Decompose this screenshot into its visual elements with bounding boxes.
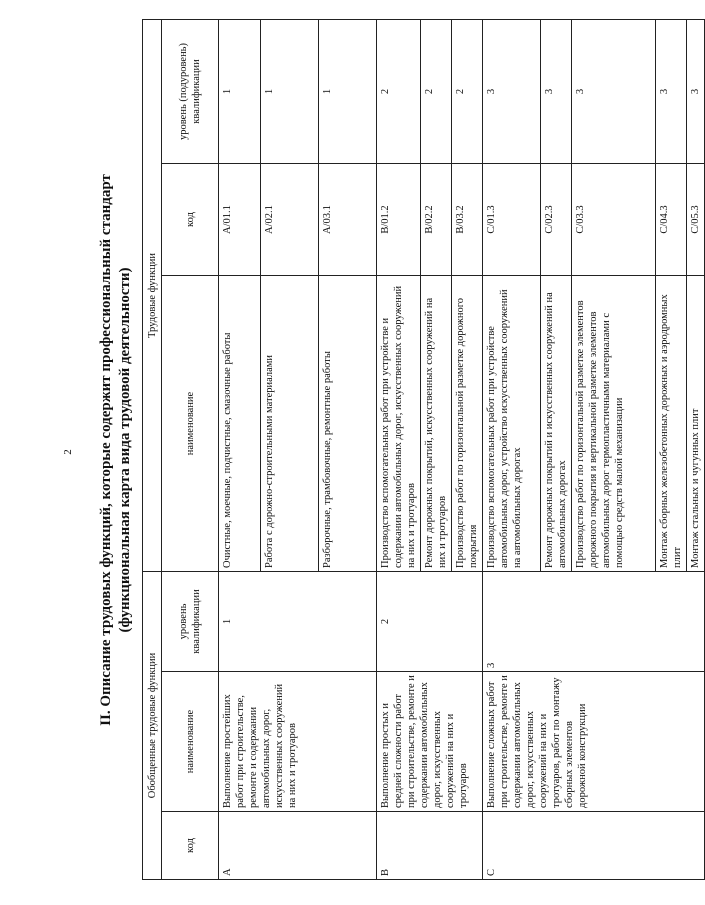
function-code: A/01.1 — [219, 164, 261, 276]
group-level: 3 — [483, 572, 705, 672]
page-number: 2 — [62, 449, 74, 455]
function-code: C/04.3 — [656, 164, 687, 276]
function-name: Работа с дорожно-строительными материалами — [261, 276, 319, 572]
section-title: II. Описание трудовых функций, которые содержит профессиональный стандарт — [98, 174, 114, 726]
function-level: 3 — [656, 19, 687, 163]
function-level: 2 — [452, 19, 483, 163]
header-function-sublevel: уровень (подуровень) квалификации — [162, 19, 219, 163]
header-name: наименование — [162, 672, 219, 812]
header-level: уровень квалификации — [162, 572, 219, 672]
group-code: C — [483, 812, 705, 880]
function-name: Разборочные, трамбовочные, ремонтные работы — [319, 276, 377, 572]
function-name: Монтаж сборных железобетонных дорожных и аэродромных плит — [656, 276, 687, 572]
group-code: A — [219, 812, 377, 880]
function-level: 1 — [319, 19, 377, 163]
function-level: 3 — [572, 19, 656, 163]
function-code: C/05.3 — [687, 164, 705, 276]
function-name: Производство вспомогательных работ при устройстве и содержании автомобильных дорог, искусственных сооружений на них и тротуаров — [377, 276, 421, 572]
function-code: A/02.1 — [261, 164, 319, 276]
function-level: 3 — [687, 19, 705, 163]
group-code: B — [377, 812, 483, 880]
function-level: 3 — [483, 19, 541, 163]
function-code: C/03.3 — [572, 164, 656, 276]
header-row-top — [143, 19, 162, 879]
function-level: 2 — [421, 19, 452, 163]
function-code: B/03.2 — [452, 164, 483, 276]
header-labor-functions: Трудовые функции — [143, 19, 162, 571]
group-level: 1 — [219, 572, 377, 672]
function-name: Монтаж стальных и чугунных плит — [687, 276, 705, 572]
group-level: 2 — [377, 572, 483, 672]
table-row — [483, 19, 541, 879]
rotated-page — [0, 20, 701, 880]
header-row-columns — [162, 19, 219, 879]
function-name: Производство работ по горизонтальной разметке элементов дорожного покрытия и вертикальной разметке элементов автомобильных дорог термопластичными материалами с помощью средств малой механизации — [572, 276, 656, 572]
table-row — [377, 19, 421, 879]
function-name: Очистные, моечные, подчистные, смазочные работы — [219, 276, 261, 572]
function-name: Ремонт дорожных покрытий, искусственных сооружений на них и тротуаров — [421, 276, 452, 572]
table-row — [219, 19, 261, 879]
header-function-code: код — [162, 164, 219, 276]
function-level: 2 — [377, 19, 421, 163]
functional-map-table — [142, 19, 705, 880]
function-level: 1 — [261, 19, 319, 163]
function-name: Производство работ по горизонтальной разметке дорожного покрытия — [452, 276, 483, 572]
section-subtitle: (функциональная карта вида трудовой деятельности) — [117, 267, 133, 633]
function-level: 3 — [541, 19, 572, 163]
function-name: Ремонт дорожных покрытий и искусственных сооружений на автомобильных дорогах — [541, 276, 572, 572]
header-code: код — [162, 812, 219, 880]
header-function-name: наименование — [162, 276, 219, 572]
function-code: C/02.3 — [541, 164, 572, 276]
function-level: 1 — [219, 19, 261, 163]
function-name: Производство вспомогательных работ при устройстве автомобильных дорог, устройство искусственных сооружений на автомобильных дорогах — [483, 276, 541, 572]
header-generalized-functions: Обобщенные трудовые функции — [143, 572, 162, 880]
function-code: B/01.2 — [377, 164, 421, 276]
group-name: Выполнение сложных работ при строительстве, ремонте и содержании автомобильных дорог, искусственных сооружений на них и тротуаров, работ по монтажу сборных элементов дорожной конструкции — [483, 672, 705, 812]
function-code: B/02.2 — [421, 164, 452, 276]
group-name: Выполнение простых и средней сложности работ при строительстве, ремонте и содержании автомобильных дорог, искусственных сооружений на них и тротуаров — [377, 672, 483, 812]
function-code: A/03.1 — [319, 164, 377, 276]
function-code: C/01.3 — [483, 164, 541, 276]
group-name: Выполнение простейших работ при строительстве, ремонте и содержании автомобильных дорог, искусственных сооружений на них и тротуаров — [219, 672, 377, 812]
